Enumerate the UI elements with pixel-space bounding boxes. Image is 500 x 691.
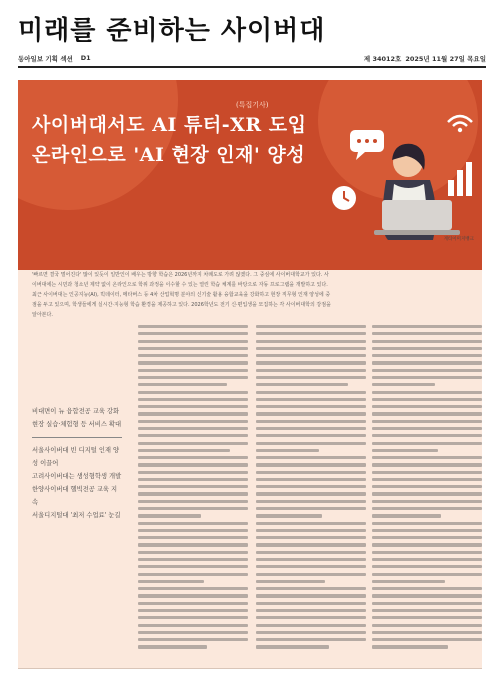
text-line-placeholder [138, 492, 248, 495]
text-line-placeholder [372, 616, 482, 619]
pull-quote-divider [32, 437, 122, 438]
text-line-placeholder [372, 594, 482, 597]
text-line-placeholder [372, 514, 441, 517]
text-line-placeholder [372, 565, 482, 568]
text-line-placeholder [256, 471, 366, 474]
text-line-placeholder [256, 478, 366, 481]
masthead-bar [18, 52, 486, 64]
text-line-placeholder [138, 332, 248, 335]
text-line-placeholder [138, 442, 248, 445]
text-line-placeholder [372, 361, 482, 364]
text-line-placeholder [372, 412, 482, 415]
text-line-placeholder [372, 391, 482, 394]
text-line-placeholder [256, 602, 366, 605]
text-line-placeholder [138, 587, 248, 590]
text-line-placeholder [256, 536, 366, 539]
text-line-placeholder [138, 638, 248, 641]
text-line-placeholder [256, 638, 366, 641]
text-line-placeholder [256, 616, 366, 619]
text-line-placeholder [138, 325, 248, 328]
text-line-placeholder [256, 645, 329, 648]
text-line-placeholder [256, 383, 348, 386]
text-line-placeholder [138, 456, 248, 459]
footer-rule [18, 668, 482, 669]
text-line-placeholder [256, 391, 366, 394]
text-line-placeholder [138, 420, 248, 423]
text-line-placeholder [138, 471, 248, 474]
text-line-placeholder [138, 369, 248, 372]
text-line-placeholder [256, 398, 366, 401]
text-line-placeholder [372, 442, 482, 445]
text-line-placeholder [256, 543, 366, 546]
body-column-1 [138, 325, 248, 653]
text-line-placeholder [372, 405, 482, 408]
text-line-placeholder [256, 340, 366, 343]
text-line-placeholder [138, 573, 248, 576]
clock-icon [332, 186, 356, 210]
text-line-placeholder [256, 624, 366, 627]
text-line-placeholder [256, 507, 366, 510]
text-line-placeholder [138, 500, 248, 503]
issue-date: 2025년 11월 27일 목요일 [405, 54, 486, 63]
text-line-placeholder [256, 325, 366, 328]
text-line-placeholder [372, 551, 482, 554]
text-line-placeholder [138, 594, 248, 597]
text-line-placeholder [372, 587, 482, 590]
hero-title-line1: 사이버대서도 AI 튜터-XR 도입 [32, 114, 307, 136]
text-line-placeholder [138, 543, 248, 546]
text-line-placeholder [256, 332, 366, 335]
text-line-placeholder [372, 369, 482, 372]
text-line-placeholder [372, 543, 482, 546]
page-title: 미래를 준비하는 사이버대 [18, 16, 326, 46]
laptop-icon [374, 200, 460, 235]
text-line-placeholder [256, 609, 366, 612]
text-line-placeholder [372, 340, 482, 343]
text-line-placeholder [256, 580, 325, 583]
text-line-placeholder [372, 449, 438, 452]
image-credit: 게티이미지뱅크 [443, 237, 474, 242]
text-line-placeholder [138, 565, 248, 568]
text-line-placeholder [256, 514, 322, 517]
text-line-placeholder [256, 347, 366, 350]
text-line-placeholder [256, 405, 366, 408]
text-line-placeholder [256, 587, 366, 590]
text-line-placeholder [256, 463, 366, 466]
text-line-placeholder [372, 383, 435, 386]
text-line-placeholder [138, 340, 248, 343]
text-line-placeholder [256, 522, 366, 525]
student-laptop-illustration [320, 100, 485, 245]
text-line-placeholder [138, 405, 248, 408]
text-line-placeholder [256, 573, 366, 576]
text-line-placeholder [372, 492, 482, 495]
text-line-placeholder [372, 536, 482, 539]
text-line-placeholder [256, 485, 366, 488]
text-line-placeholder [256, 500, 366, 503]
text-line-placeholder [372, 376, 482, 379]
text-line-placeholder [372, 573, 482, 576]
body-column-2 [256, 325, 366, 653]
text-line-placeholder [372, 624, 482, 627]
text-line-placeholder [372, 434, 482, 437]
pull-quote [32, 405, 122, 522]
text-line-placeholder [372, 325, 482, 328]
text-line-placeholder [372, 522, 482, 525]
text-line-placeholder [372, 631, 482, 634]
text-line-placeholder [372, 347, 482, 350]
text-line-placeholder [138, 412, 248, 415]
pull-quote-line: 비대면이 뉴 융합전공 교육 강화 [32, 408, 120, 415]
text-line-placeholder [138, 361, 248, 364]
text-line-placeholder [372, 456, 482, 459]
text-line-placeholder [256, 442, 366, 445]
pull-quote-line: 고려사이버대는 생성형학생 개발 [32, 473, 122, 480]
text-line-placeholder [372, 507, 482, 510]
text-line-placeholder [138, 376, 248, 379]
text-line-placeholder [372, 500, 482, 503]
text-line-placeholder [256, 420, 366, 423]
hero-title-line2: 온라인으로 'AI 현장 인재' 양성 [32, 144, 306, 166]
text-line-placeholder [372, 638, 482, 641]
text-line-placeholder [138, 383, 227, 386]
text-line-placeholder [256, 434, 366, 437]
text-line-placeholder [372, 471, 482, 474]
text-line-placeholder [138, 354, 248, 357]
text-line-placeholder [372, 485, 482, 488]
bar-chart-icon [448, 162, 472, 196]
text-line-placeholder [138, 398, 248, 401]
text-line-placeholder [372, 580, 445, 583]
text-line-placeholder [138, 631, 248, 634]
pull-quote-line: 현장 실습·체험형 등 서비스 확대 [32, 421, 122, 428]
text-line-placeholder [138, 616, 248, 619]
text-line-placeholder [138, 507, 248, 510]
text-line-placeholder [256, 492, 366, 495]
hero-super-label: (특집기사) [236, 101, 269, 109]
text-line-placeholder [372, 645, 448, 648]
issue-number: 제 34012호 [363, 54, 402, 63]
text-line-placeholder [372, 354, 482, 357]
section-label: 동아일보 기획 섹션 [18, 54, 73, 63]
text-line-placeholder [138, 347, 248, 350]
text-line-placeholder [256, 529, 366, 532]
text-line-placeholder [256, 565, 366, 568]
text-line-placeholder [372, 478, 482, 481]
text-line-placeholder [138, 624, 248, 627]
text-line-placeholder [372, 602, 482, 605]
text-line-placeholder [138, 645, 207, 648]
text-line-placeholder [256, 361, 366, 364]
text-line-placeholder [138, 580, 204, 583]
text-line-placeholder [138, 551, 248, 554]
text-line-placeholder [256, 369, 366, 372]
body-column-3 [372, 325, 482, 653]
text-line-placeholder [372, 558, 482, 561]
text-line-placeholder [138, 536, 248, 539]
text-line-placeholder [372, 398, 482, 401]
pull-quote-line: 서울디지털대 '최저 수업료' 눈길 [32, 512, 121, 519]
text-line-placeholder [256, 412, 366, 415]
pull-quote-line: 한양사이버대 헬빅전공 교육 지속 [32, 486, 118, 506]
text-line-placeholder [138, 522, 248, 525]
text-line-placeholder [256, 427, 366, 430]
header-rule [18, 66, 486, 68]
text-line-placeholder [256, 354, 366, 357]
text-line-placeholder [256, 449, 319, 452]
page-number: D1 [80, 53, 91, 62]
text-line-placeholder [138, 478, 248, 481]
chat-bubble-icon [350, 130, 384, 160]
text-line-placeholder [256, 631, 366, 634]
text-line-placeholder [372, 420, 482, 423]
text-line-placeholder [256, 376, 366, 379]
text-line-placeholder [256, 558, 366, 561]
text-line-placeholder [256, 551, 366, 554]
pull-quote-line: 서울사이버대 빈 디지털 인재 양성 이끌어 [32, 447, 120, 467]
text-line-placeholder [138, 602, 248, 605]
text-line-placeholder [256, 594, 366, 597]
text-line-placeholder [138, 391, 248, 394]
text-line-placeholder [372, 609, 482, 612]
text-line-placeholder [138, 434, 248, 437]
text-line-placeholder [372, 529, 482, 532]
text-line-placeholder [138, 609, 248, 612]
text-line-placeholder [138, 514, 201, 517]
text-line-placeholder [372, 463, 482, 466]
text-line-placeholder [138, 427, 248, 430]
article-lead: '빠르면 결국 멀어진다' 많이 있듯이 일반인이 배우는 방향 학습은 2026년까지 차례도로 가려 않겠다. 그 중심에 사이버대학교가 있다. 사이버대에는 시민과 청소년 제약 없이 온라인으로 학위 과정을 이수할 수 있는 열린 학습 체계를 바탕으로 자동 프로그램을 개발하고 있다. 최근 사이버대는 인공지능(AI), 빅데이터, 메타버스 등 4차 산업혁명 분야의 신기술 활용 융합교육을 강화하고 현장 직무형 인재 양성에 중점을 두고 있으며, 학생들에게 실시간·지능형 학습 환경을 제공하고 있다. 2026학년도 전기 신·편입생을 모집하는 각 사이버대학의 강점을 알아본다. [32, 272, 331, 318]
text-line-placeholder [138, 529, 248, 532]
text-line-placeholder [138, 463, 248, 466]
text-line-placeholder [256, 456, 366, 459]
text-line-placeholder [138, 449, 230, 452]
text-line-placeholder [138, 558, 248, 561]
wifi-icon [448, 116, 472, 132]
text-line-placeholder [372, 332, 482, 335]
text-line-placeholder [138, 485, 248, 488]
text-line-placeholder [372, 427, 482, 430]
